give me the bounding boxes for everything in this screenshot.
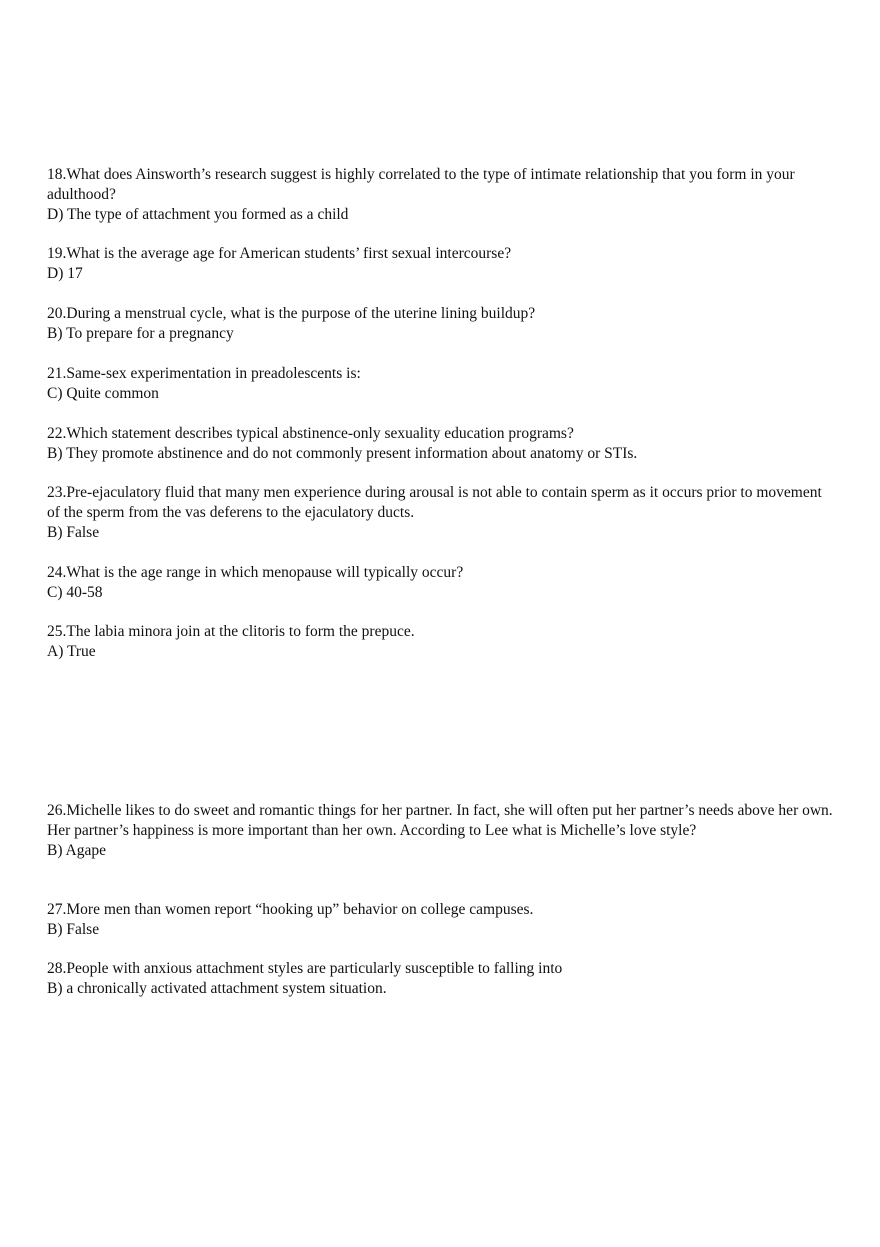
question-block-19 xyxy=(47,244,837,284)
question-block-24 xyxy=(47,563,837,603)
question-text: 28.People with anxious attachment styles are particularly susceptible to falling into xyxy=(47,960,563,977)
question-text: 20.During a menstrual cycle, what is the purpose of the uterine lining buildup? xyxy=(47,305,536,322)
question-block-18 xyxy=(47,165,837,225)
answer-text: B) To prepare for a pregnancy xyxy=(47,325,234,342)
question-text: 21.Same-sex experimentation in preadolescents is: xyxy=(47,365,361,382)
answer-text: B) a chronically activated attachment system situation. xyxy=(47,980,387,997)
question-text: 23.Pre-ejaculatory fluid that many men experience during arousal is not able to contain sperm as it occurs prior to movement of the sperm from the vas deferens to the ejaculatory ducts. xyxy=(47,484,822,521)
answer-text: B) Agape xyxy=(47,842,106,859)
question-block-27 xyxy=(47,900,837,940)
answer-text: D) The type of attachment you formed as a child xyxy=(47,206,349,223)
question-block-22 xyxy=(47,424,837,464)
question-text: 25.The labia minora join at the clitoris to form the prepuce. xyxy=(47,623,415,640)
answer-text: A) True xyxy=(47,643,96,660)
question-block-28 xyxy=(47,959,837,999)
answer-text: B) False xyxy=(47,921,100,938)
answer-text: B) False xyxy=(47,524,100,541)
answer-text: C) Quite common xyxy=(47,385,159,402)
answer-text: B) They promote abstinence and do not commonly present information about anatomy or STIs. xyxy=(47,445,638,462)
question-text: 19.What is the average age for American students’ first sexual intercourse? xyxy=(47,245,512,262)
answer-text: C) 40-58 xyxy=(47,584,103,601)
question-block-26 xyxy=(47,801,837,861)
question-text: 22.Which statement describes typical abstinence-only sexuality education programs? xyxy=(47,425,574,442)
question-text: 27.More men than women report “hooking up” behavior on college campuses. xyxy=(47,901,534,918)
question-block-23 xyxy=(47,483,837,543)
question-text: 18.What does Ainsworth’s research suggest is highly correlated to the type of intimate relationship that you form in your adulthood? xyxy=(47,166,795,203)
answer-text: D) 17 xyxy=(47,265,83,282)
question-text: 26.Michelle likes to do sweet and romantic things for her partner. In fact, she will often put her partner’s needs above her own. Her partner’s happiness is more important than her own. According to Lee what is Michelle’s love style? xyxy=(47,802,833,839)
question-text: 24.What is the age range in which menopause will typically occur? xyxy=(47,564,464,581)
question-block-20 xyxy=(47,304,837,344)
question-block-25 xyxy=(47,622,837,662)
question-block-21 xyxy=(47,364,837,404)
